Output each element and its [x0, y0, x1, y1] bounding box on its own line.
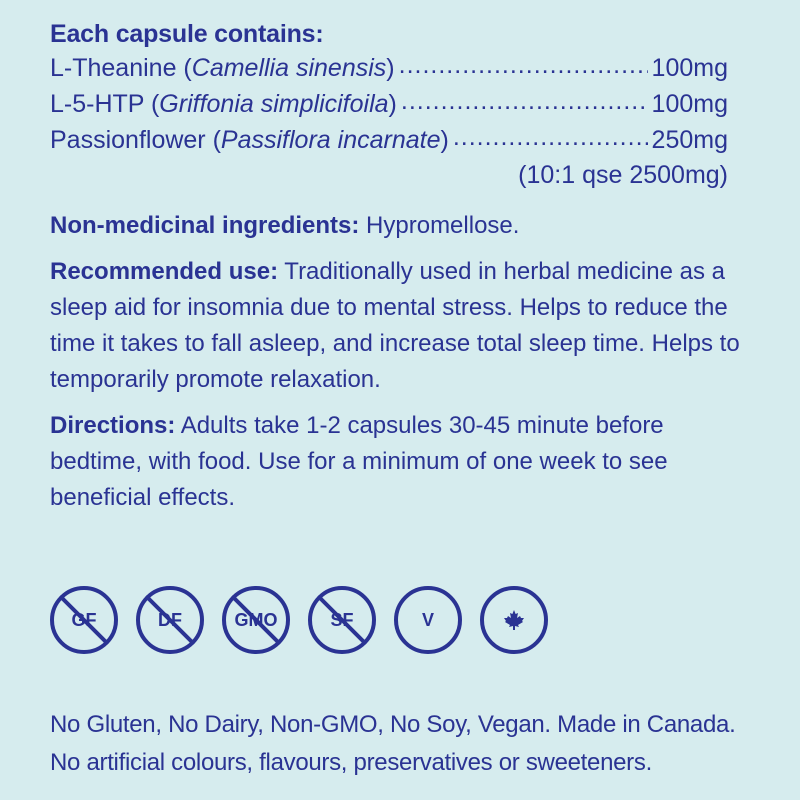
- ingredient-amount: 100mg: [651, 54, 728, 82]
- badge-label: DF: [158, 609, 182, 630]
- directions: [50, 408, 750, 516]
- directions-text: Adults take 1-2 capsules 30-45 minute before bedtime, with food. Use for a minimum of one week to see beneficial effects.: [50, 412, 668, 511]
- ingredient-row: [50, 122, 728, 158]
- certification-badges: [50, 586, 548, 654]
- footer-claims: [50, 706, 760, 782]
- ingredient-latin-name: Camellia sinensis: [191, 54, 387, 82]
- dot-leader: [401, 83, 648, 119]
- vegan-badge: [394, 586, 462, 654]
- ingredient-name: L-5-HTP (Griffonia simplicifoila): [50, 90, 397, 118]
- recommended-use: [50, 254, 750, 398]
- footer-line-1: No Gluten, No Dairy, Non-GMO, No Soy, Vegan. Made in Canada.: [50, 711, 736, 738]
- directions-label: Directions:: [50, 412, 176, 439]
- footer-line-2: No artificial colours, flavours, preservatives or sweeteners.: [50, 749, 652, 776]
- ingredient-name: Passionflower (Passiflora incarnate): [50, 126, 449, 154]
- gluten-free-badge: [50, 586, 118, 654]
- badge-label: V: [421, 609, 434, 630]
- ingredient-row: [50, 50, 728, 86]
- label-text-block: [50, 18, 750, 516]
- ingredient-row: [50, 86, 728, 122]
- recommended-use-label: Recommended use:: [50, 258, 279, 285]
- recommended-use-text: Traditionally used in herbal medicine as a sleep aid for insomnia due to mental stress. Helps to reduce the time it takes to fall asleep, and increase total sleep time. Helps to temporarily promote relaxation.: [50, 258, 740, 393]
- badge-label: GMO: [234, 609, 278, 630]
- dot-leader: [399, 47, 648, 83]
- non-medicinal-text: Hypromellose.: [366, 212, 520, 239]
- non-medicinal-label: Non-medicinal ingredients:: [50, 212, 360, 239]
- soy-free-badge: [308, 586, 376, 654]
- ingredient-amount: 250mg: [651, 126, 728, 154]
- badge-label: SF: [330, 609, 354, 630]
- gmo-free-badge: [222, 586, 290, 654]
- non-medicinal-ingredients: [50, 208, 750, 244]
- ingredient-amount: 100mg: [651, 90, 728, 118]
- maple-leaf-icon: [502, 608, 526, 632]
- badge-label: GF: [71, 609, 97, 630]
- capsule-contents-heading: Each capsule contains:: [50, 20, 324, 48]
- dairy-free-badge: [136, 586, 204, 654]
- dot-leader: [453, 119, 648, 155]
- ingredient-latin-name: Griffonia simplicifoila: [159, 90, 389, 118]
- made-in-canada-badge: [480, 586, 548, 654]
- ingredient-latin-name: Passiflora incarnate: [220, 126, 441, 154]
- extract-ratio-note: (10:1 qse 2500mg): [518, 161, 728, 189]
- ingredient-name: L-Theanine (Camellia sinensis): [50, 54, 395, 82]
